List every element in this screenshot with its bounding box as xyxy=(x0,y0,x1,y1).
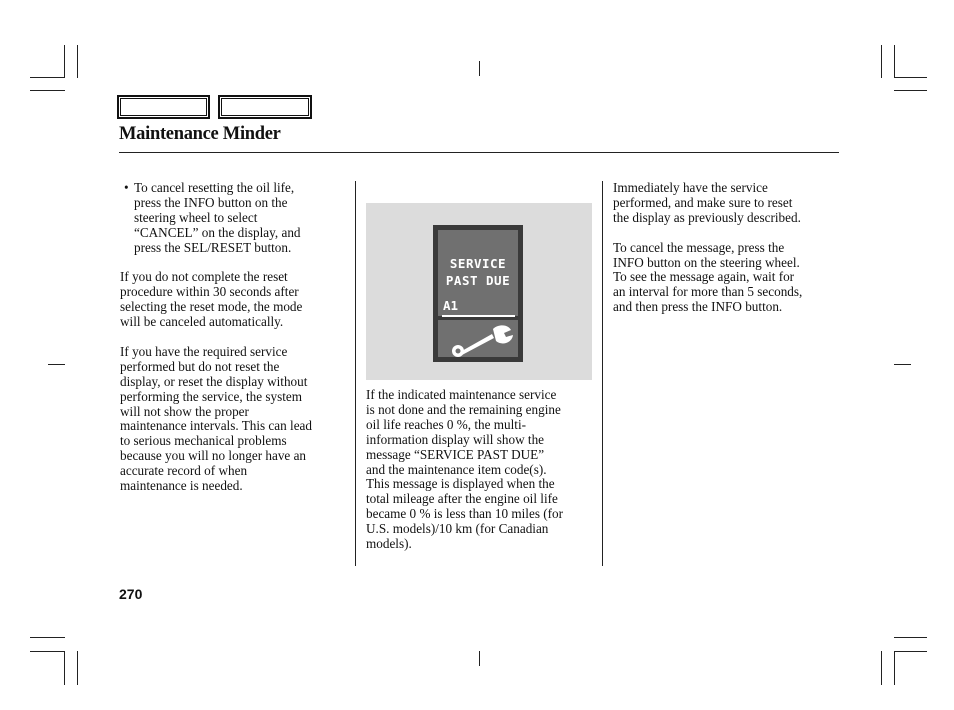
crop-mark xyxy=(77,45,78,78)
crop-mark xyxy=(30,637,65,638)
crop-mark xyxy=(64,651,65,685)
crop-mark xyxy=(881,651,882,685)
column-divider xyxy=(602,181,603,566)
crop-mark xyxy=(881,45,882,78)
crop-mark xyxy=(894,651,895,685)
page-title: Maintenance Minder xyxy=(119,124,281,144)
wrench-icon xyxy=(438,320,518,357)
page-number: 270 xyxy=(119,586,143,602)
crop-mark xyxy=(479,651,480,666)
display-underline xyxy=(442,315,515,317)
display-screen xyxy=(438,230,518,316)
crop-mark xyxy=(64,45,65,78)
crop-mark xyxy=(894,77,927,78)
display-illustration xyxy=(366,203,592,380)
multi-information-display xyxy=(433,225,523,362)
wrench-panel xyxy=(438,320,518,357)
crop-mark xyxy=(77,651,78,685)
middle-column xyxy=(366,388,598,567)
paragraph: If you have the required service performed but do not reset the display, or reset the display without performing the service, the system will not show the proper maintenance intervals. This can lead to serious mechanical problems because you will no longer have an accurate record of when maintenance is needed. xyxy=(120,343,312,494)
paragraph: Immediately have the service performed, and make sure to reset the display as previously described. xyxy=(613,180,801,225)
bullet-item xyxy=(120,181,348,256)
crop-mark xyxy=(894,45,895,78)
bullet-text: To cancel resetting the oil life, press the INFO button on the steering wheel to select “CANCEL” on the display, and press the SEL/RESET button. xyxy=(134,180,301,255)
bullet-dot: • xyxy=(124,180,129,195)
crop-mark xyxy=(30,651,65,652)
paragraph: If the indicated maintenance service is not done and the remaining engine oil life reaches 0 %, the multi- information display will show the message “SERVICE PAST DUE” and the maintenance item code(s). This message is displayed when the total mileage after the engine oil life became 0 % is less than 10 miles (for U.S. models)/10 km (for Canadian models). xyxy=(366,387,564,552)
crop-mark xyxy=(479,61,480,76)
paragraph: If you do not complete the reset procedure within 30 seconds after selecting the reset mode, the mode will be canceled automatically. xyxy=(120,269,303,330)
crop-mark xyxy=(894,651,927,652)
crop-mark xyxy=(894,364,911,365)
header-tab-box xyxy=(117,95,210,119)
crop-mark xyxy=(48,364,65,365)
header-tab-box xyxy=(218,95,312,119)
column-divider xyxy=(355,181,356,566)
display-line-2: PAST DUE xyxy=(445,273,511,288)
paragraph: To cancel the message, press the INFO button on the steering wheel. To see the message again, wait for an interval for more than 5 seconds, and then press the INFO button. xyxy=(613,239,803,315)
left-column xyxy=(120,181,348,509)
right-column xyxy=(613,181,841,330)
crop-mark xyxy=(894,637,927,638)
title-rule xyxy=(119,152,839,153)
maintenance-code: A1 xyxy=(443,298,459,313)
display-line-1: SERVICE xyxy=(449,256,507,271)
crop-mark xyxy=(30,77,65,78)
crop-mark xyxy=(894,90,927,91)
crop-mark xyxy=(30,90,65,91)
